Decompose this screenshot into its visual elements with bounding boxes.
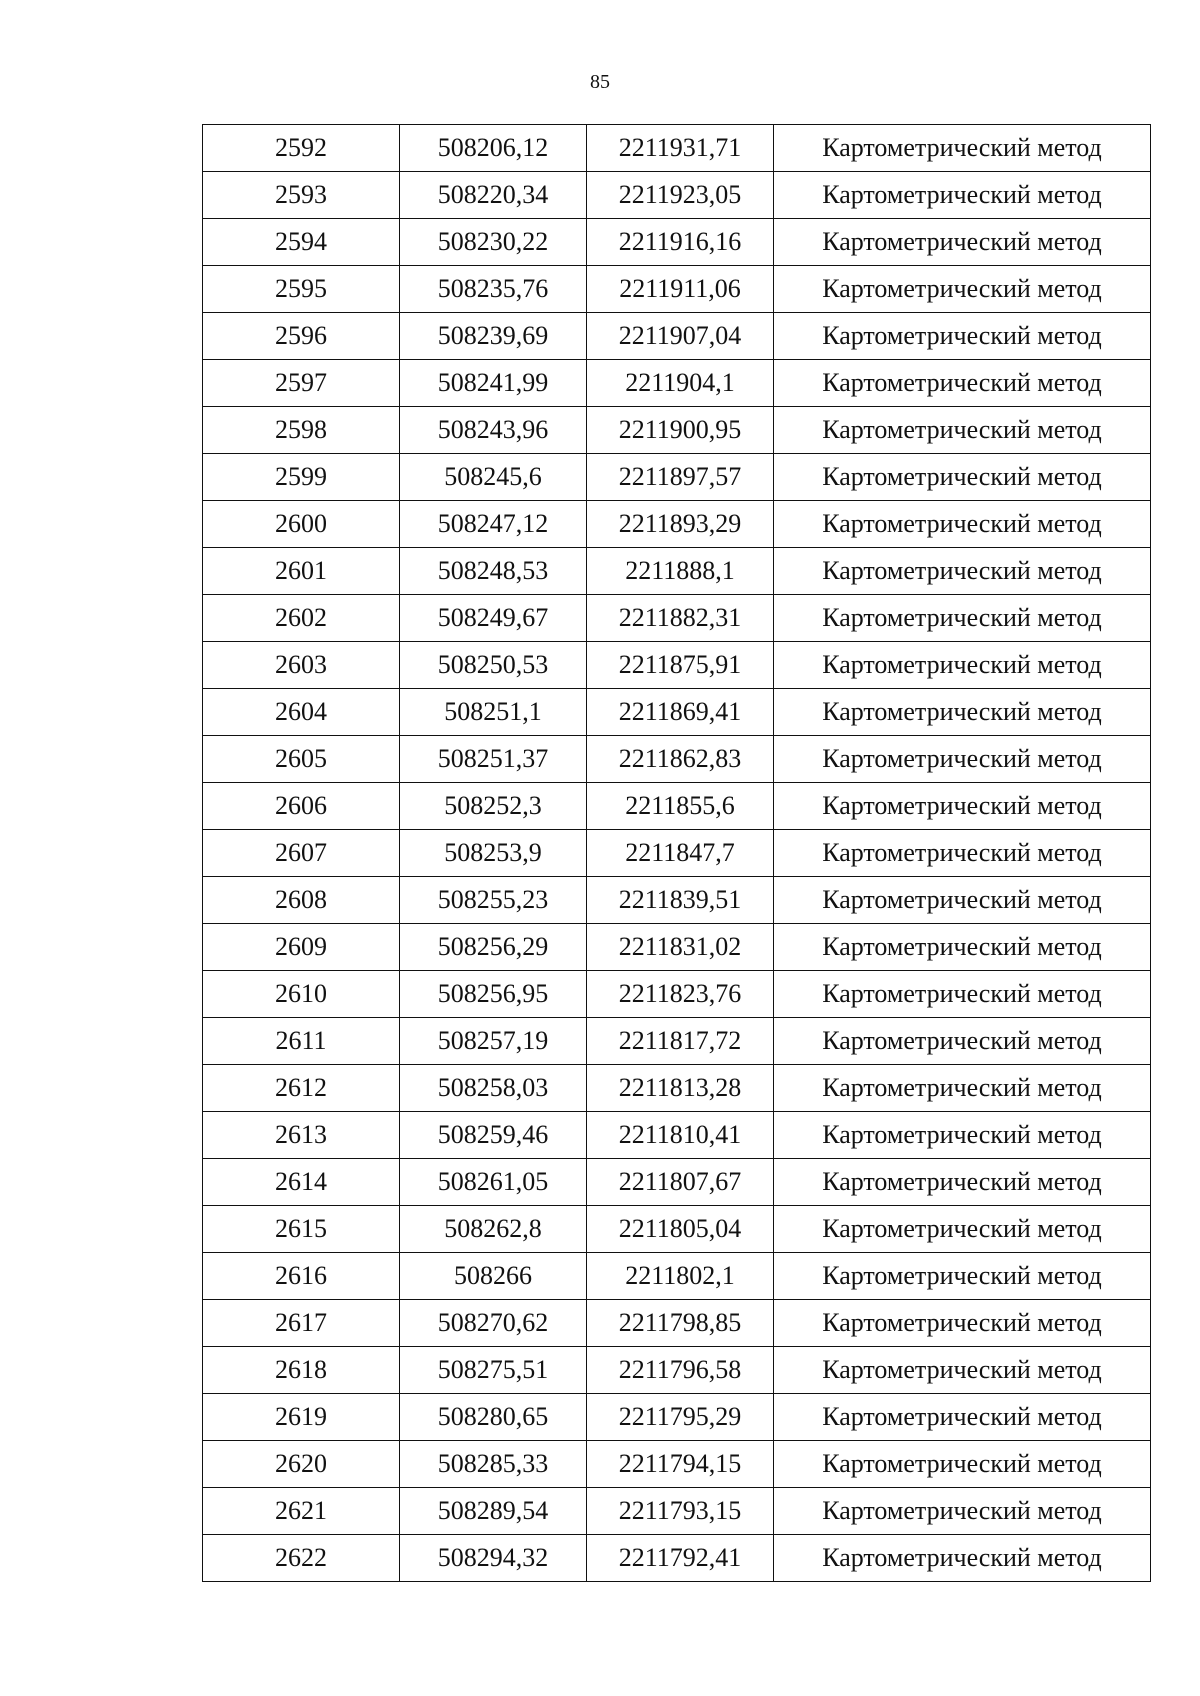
table-row: [203, 1488, 1151, 1535]
point-number-cell: 2621: [203, 1488, 400, 1535]
y-coordinate-cell: 2211888,1: [587, 548, 774, 595]
point-number-cell: 2603: [203, 642, 400, 689]
coordinates-table: [202, 124, 1151, 1582]
y-coordinate-cell: 2211802,1: [587, 1253, 774, 1300]
y-coordinate-cell: 2211907,04: [587, 313, 774, 360]
point-number-cell: 2615: [203, 1206, 400, 1253]
point-number-cell: 2608: [203, 877, 400, 924]
point-number-cell: 2599: [203, 454, 400, 501]
x-coordinate-cell: 508255,23: [400, 877, 587, 924]
x-coordinate-cell: 508220,34: [400, 172, 587, 219]
method-cell: Картометрический метод: [774, 501, 1151, 548]
table-row: [203, 1347, 1151, 1394]
x-coordinate-cell: 508235,76: [400, 266, 587, 313]
point-number-cell: 2618: [203, 1347, 400, 1394]
y-coordinate-cell: 2211807,67: [587, 1159, 774, 1206]
x-coordinate-cell: 508230,22: [400, 219, 587, 266]
method-cell: Картометрический метод: [774, 266, 1151, 313]
y-coordinate-cell: 2211805,04: [587, 1206, 774, 1253]
point-number-cell: 2610: [203, 971, 400, 1018]
point-number-cell: 2612: [203, 1065, 400, 1112]
y-coordinate-cell: 2211869,41: [587, 689, 774, 736]
y-coordinate-cell: 2211792,41: [587, 1535, 774, 1582]
table-row: [203, 642, 1151, 689]
y-coordinate-cell: 2211817,72: [587, 1018, 774, 1065]
x-coordinate-cell: 508253,9: [400, 830, 587, 877]
table-row: [203, 924, 1151, 971]
table-row: [203, 689, 1151, 736]
method-cell: Картометрический метод: [774, 219, 1151, 266]
x-coordinate-cell: 508270,62: [400, 1300, 587, 1347]
x-coordinate-cell: 508275,51: [400, 1347, 587, 1394]
method-cell: Картометрический метод: [774, 783, 1151, 830]
coordinates-table-body: [203, 125, 1151, 1582]
point-number-cell: 2598: [203, 407, 400, 454]
method-cell: Картометрический метод: [774, 172, 1151, 219]
x-coordinate-cell: 508251,37: [400, 736, 587, 783]
y-coordinate-cell: 2211813,28: [587, 1065, 774, 1112]
x-coordinate-cell: 508280,65: [400, 1394, 587, 1441]
x-coordinate-cell: 508252,3: [400, 783, 587, 830]
method-cell: Картометрический метод: [774, 971, 1151, 1018]
method-cell: Картометрический метод: [774, 454, 1151, 501]
point-number-cell: 2605: [203, 736, 400, 783]
point-number-cell: 2622: [203, 1535, 400, 1582]
table-row: [203, 877, 1151, 924]
x-coordinate-cell: 508249,67: [400, 595, 587, 642]
table-row: [203, 125, 1151, 172]
method-cell: Картометрический метод: [774, 642, 1151, 689]
method-cell: Картометрический метод: [774, 736, 1151, 783]
method-cell: Картометрический метод: [774, 924, 1151, 971]
table-row: [203, 1159, 1151, 1206]
table-row: [203, 1018, 1151, 1065]
y-coordinate-cell: 2211923,05: [587, 172, 774, 219]
x-coordinate-cell: 508289,54: [400, 1488, 587, 1535]
table-row: [203, 1065, 1151, 1112]
point-number-cell: 2619: [203, 1394, 400, 1441]
point-number-cell: 2607: [203, 830, 400, 877]
x-coordinate-cell: 508241,99: [400, 360, 587, 407]
point-number-cell: 2595: [203, 266, 400, 313]
method-cell: Картометрический метод: [774, 877, 1151, 924]
x-coordinate-cell: 508206,12: [400, 125, 587, 172]
table-row: [203, 830, 1151, 877]
point-number-cell: 2620: [203, 1441, 400, 1488]
point-number-cell: 2616: [203, 1253, 400, 1300]
x-coordinate-cell: 508245,6: [400, 454, 587, 501]
y-coordinate-cell: 2211882,31: [587, 595, 774, 642]
method-cell: Картометрический метод: [774, 360, 1151, 407]
x-coordinate-cell: 508250,53: [400, 642, 587, 689]
method-cell: Картометрический метод: [774, 1441, 1151, 1488]
x-coordinate-cell: 508257,19: [400, 1018, 587, 1065]
y-coordinate-cell: 2211900,95: [587, 407, 774, 454]
point-number-cell: 2617: [203, 1300, 400, 1347]
method-cell: Картометрический метод: [774, 1159, 1151, 1206]
y-coordinate-cell: 2211862,83: [587, 736, 774, 783]
point-number-cell: 2604: [203, 689, 400, 736]
y-coordinate-cell: 2211793,15: [587, 1488, 774, 1535]
x-coordinate-cell: 508261,05: [400, 1159, 587, 1206]
table-row: [203, 1441, 1151, 1488]
point-number-cell: 2600: [203, 501, 400, 548]
method-cell: Картометрический метод: [774, 1018, 1151, 1065]
point-number-cell: 2613: [203, 1112, 400, 1159]
y-coordinate-cell: 2211831,02: [587, 924, 774, 971]
table-row: [203, 407, 1151, 454]
point-number-cell: 2592: [203, 125, 400, 172]
point-number-cell: 2606: [203, 783, 400, 830]
x-coordinate-cell: 508266: [400, 1253, 587, 1300]
method-cell: Картометрический метод: [774, 1112, 1151, 1159]
method-cell: Картометрический метод: [774, 689, 1151, 736]
table-row: [203, 1253, 1151, 1300]
method-cell: Картометрический метод: [774, 1300, 1151, 1347]
point-number-cell: 2614: [203, 1159, 400, 1206]
x-coordinate-cell: 508251,1: [400, 689, 587, 736]
table-row: [203, 313, 1151, 360]
point-number-cell: 2593: [203, 172, 400, 219]
x-coordinate-cell: 508294,32: [400, 1535, 587, 1582]
method-cell: Картометрический метод: [774, 1535, 1151, 1582]
method-cell: Картометрический метод: [774, 1206, 1151, 1253]
point-number-cell: 2609: [203, 924, 400, 971]
table-row: [203, 783, 1151, 830]
method-cell: Картометрический метод: [774, 1065, 1151, 1112]
table-row: [203, 454, 1151, 501]
x-coordinate-cell: 508256,29: [400, 924, 587, 971]
point-number-cell: 2596: [203, 313, 400, 360]
table-row: [203, 1300, 1151, 1347]
point-number-cell: 2602: [203, 595, 400, 642]
x-coordinate-cell: 508248,53: [400, 548, 587, 595]
method-cell: Картометрический метод: [774, 1253, 1151, 1300]
point-number-cell: 2601: [203, 548, 400, 595]
page-number: 85: [590, 71, 610, 93]
y-coordinate-cell: 2211897,57: [587, 454, 774, 501]
x-coordinate-cell: 508239,69: [400, 313, 587, 360]
x-coordinate-cell: 508262,8: [400, 1206, 587, 1253]
y-coordinate-cell: 2211875,91: [587, 642, 774, 689]
y-coordinate-cell: 2211839,51: [587, 877, 774, 924]
table-row: [203, 548, 1151, 595]
table-row: [203, 219, 1151, 266]
x-coordinate-cell: 508259,46: [400, 1112, 587, 1159]
table-row: [203, 360, 1151, 407]
x-coordinate-cell: 508247,12: [400, 501, 587, 548]
y-coordinate-cell: 2211893,29: [587, 501, 774, 548]
table-row: [203, 501, 1151, 548]
method-cell: Картометрический метод: [774, 1347, 1151, 1394]
method-cell: Картометрический метод: [774, 125, 1151, 172]
point-number-cell: 2597: [203, 360, 400, 407]
y-coordinate-cell: 2211798,85: [587, 1300, 774, 1347]
x-coordinate-cell: 508258,03: [400, 1065, 587, 1112]
y-coordinate-cell: 2211794,15: [587, 1441, 774, 1488]
x-coordinate-cell: 508256,95: [400, 971, 587, 1018]
method-cell: Картометрический метод: [774, 595, 1151, 642]
method-cell: Картометрический метод: [774, 548, 1151, 595]
table-row: [203, 1112, 1151, 1159]
method-cell: Картометрический метод: [774, 313, 1151, 360]
table-row: [203, 1394, 1151, 1441]
point-number-cell: 2611: [203, 1018, 400, 1065]
table-row: [203, 595, 1151, 642]
y-coordinate-cell: 2211847,7: [587, 830, 774, 877]
y-coordinate-cell: 2211823,76: [587, 971, 774, 1018]
table-row: [203, 172, 1151, 219]
y-coordinate-cell: 2211904,1: [587, 360, 774, 407]
method-cell: Картометрический метод: [774, 407, 1151, 454]
table-row: [203, 971, 1151, 1018]
method-cell: Картометрический метод: [774, 830, 1151, 877]
y-coordinate-cell: 2211810,41: [587, 1112, 774, 1159]
table-row: [203, 736, 1151, 783]
y-coordinate-cell: 2211916,16: [587, 219, 774, 266]
table-row: [203, 1535, 1151, 1582]
table-row: [203, 266, 1151, 313]
point-number-cell: 2594: [203, 219, 400, 266]
y-coordinate-cell: 2211931,71: [587, 125, 774, 172]
method-cell: Картометрический метод: [774, 1394, 1151, 1441]
x-coordinate-cell: 508285,33: [400, 1441, 587, 1488]
table-row: [203, 1206, 1151, 1253]
method-cell: Картометрический метод: [774, 1488, 1151, 1535]
y-coordinate-cell: 2211795,29: [587, 1394, 774, 1441]
y-coordinate-cell: 2211855,6: [587, 783, 774, 830]
y-coordinate-cell: 2211911,06: [587, 266, 774, 313]
y-coordinate-cell: 2211796,58: [587, 1347, 774, 1394]
x-coordinate-cell: 508243,96: [400, 407, 587, 454]
